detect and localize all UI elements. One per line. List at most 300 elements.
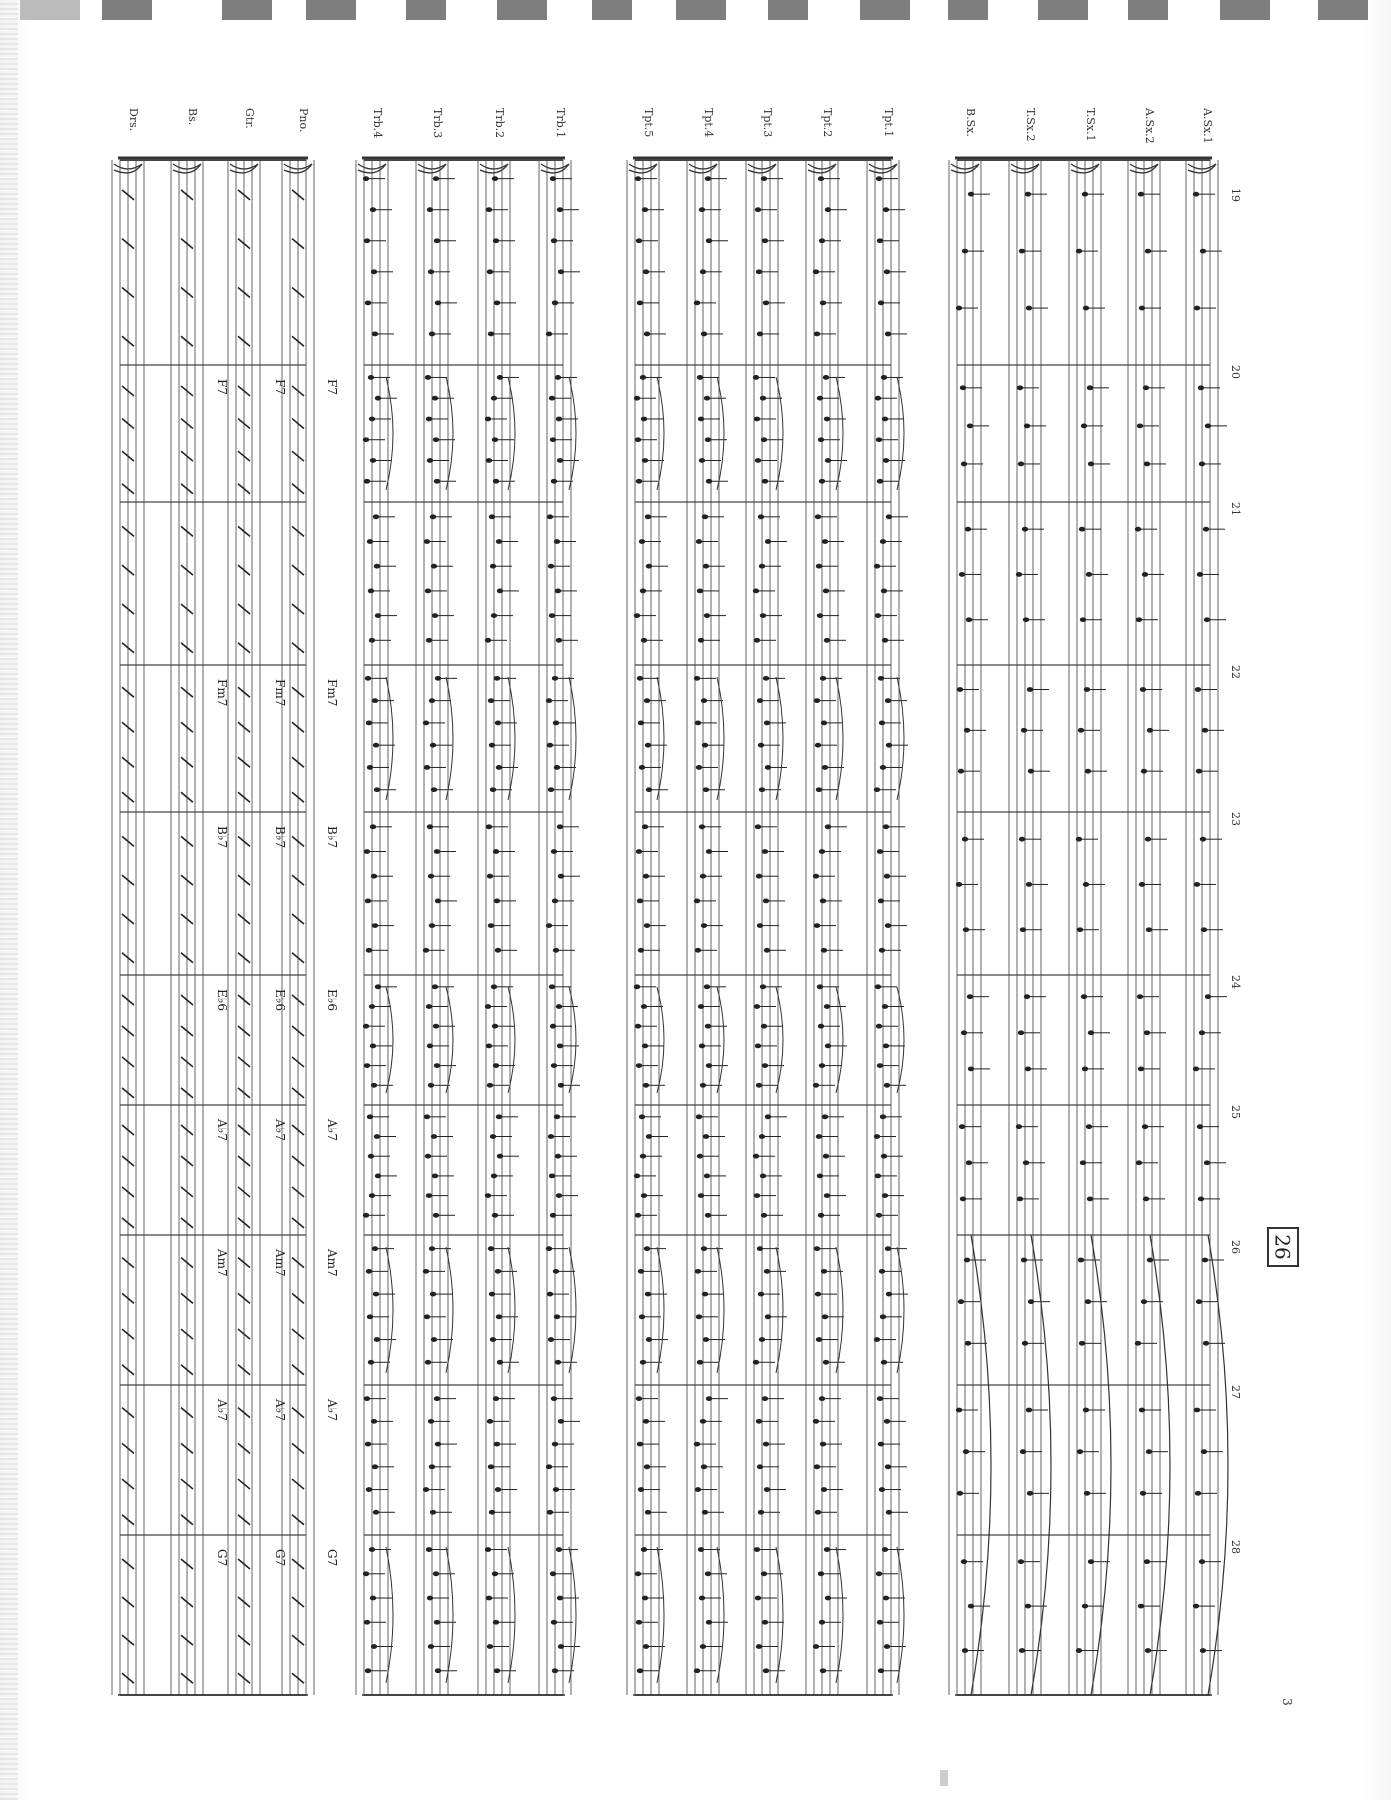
notehead <box>435 1668 441 1673</box>
notehead <box>701 332 707 337</box>
notehead <box>429 1464 435 1469</box>
measure-number: 22 <box>1229 665 1242 679</box>
notehead <box>547 1510 553 1515</box>
notehead <box>822 765 828 770</box>
notehead <box>813 1083 819 1088</box>
slur <box>897 1247 904 1373</box>
notehead <box>1201 927 1207 932</box>
chord-symbol: G7 <box>325 1549 339 1567</box>
measure-number: 25 <box>1229 1105 1242 1119</box>
notehead <box>697 1360 703 1365</box>
notehead <box>1147 728 1153 733</box>
measure-number: 27 <box>1229 1385 1242 1399</box>
notehead <box>427 824 433 829</box>
notehead <box>968 1066 974 1071</box>
notehead <box>880 539 886 544</box>
slur <box>717 377 724 490</box>
notehead <box>551 1620 557 1625</box>
notehead <box>765 1114 771 1119</box>
slur <box>508 1547 515 1683</box>
notehead <box>761 1213 767 1218</box>
notehead <box>765 539 771 544</box>
notehead <box>431 1337 437 1342</box>
chord-symbol: A♭7 <box>273 1399 287 1421</box>
notehead <box>423 1487 429 1492</box>
notehead <box>1019 249 1025 254</box>
slur <box>657 677 664 800</box>
notehead <box>1145 1648 1151 1653</box>
notehead <box>1023 617 1029 622</box>
notehead <box>1080 617 1086 622</box>
notehead <box>1193 1066 1199 1071</box>
notehead <box>427 458 433 463</box>
notehead <box>555 375 561 380</box>
notehead <box>644 1246 650 1251</box>
notehead <box>373 514 379 519</box>
notehead <box>758 743 764 748</box>
notehead <box>821 721 827 726</box>
notehead <box>552 1442 558 1447</box>
notehead <box>554 1114 560 1119</box>
notehead <box>886 514 892 519</box>
notehead <box>434 1396 440 1401</box>
notehead <box>697 589 703 594</box>
notehead <box>430 743 436 748</box>
notehead <box>1146 927 1152 932</box>
notehead <box>364 1063 370 1068</box>
notehead <box>1020 1449 1026 1454</box>
measure-number: 20 <box>1229 365 1242 379</box>
notehead <box>882 638 888 643</box>
notehead <box>641 1193 647 1198</box>
notehead <box>494 676 500 681</box>
notehead <box>637 676 643 681</box>
notehead <box>1083 306 1089 311</box>
notehead <box>494 300 500 305</box>
notehead <box>753 1360 759 1365</box>
notehead <box>696 539 702 544</box>
notehead <box>761 1024 767 1029</box>
slur <box>836 987 843 1093</box>
notehead <box>753 1154 759 1159</box>
notehead <box>434 1620 440 1625</box>
notehead <box>1203 527 1209 532</box>
notehead <box>638 948 644 953</box>
notehead <box>818 437 824 442</box>
notehead <box>1135 527 1141 532</box>
notehead <box>367 1314 373 1319</box>
notehead <box>552 1668 558 1673</box>
notehead <box>1088 1559 1094 1564</box>
notehead <box>760 984 766 989</box>
notehead <box>960 385 966 390</box>
notehead <box>492 1571 498 1576</box>
notehead <box>645 1292 651 1297</box>
notehead <box>636 849 642 854</box>
notehead <box>1081 994 1087 999</box>
notehead <box>698 417 704 422</box>
notehead <box>637 300 643 305</box>
notehead <box>1204 1160 1210 1165</box>
notehead <box>1082 1604 1088 1609</box>
notehead <box>699 1044 705 1049</box>
notehead <box>880 765 886 770</box>
notehead <box>1143 1196 1149 1201</box>
notehead <box>1198 1196 1204 1201</box>
notehead <box>884 874 890 879</box>
notehead <box>368 589 374 594</box>
slur <box>836 377 843 490</box>
notehead <box>819 1396 825 1401</box>
notehead <box>757 923 763 928</box>
notehead <box>426 1193 432 1198</box>
notehead <box>754 1547 760 1552</box>
notehead <box>642 824 648 829</box>
notehead <box>885 1464 891 1469</box>
notehead <box>363 437 369 442</box>
notehead <box>755 1596 761 1601</box>
notehead <box>557 1044 563 1049</box>
notehead <box>876 437 882 442</box>
notehead <box>757 1246 763 1251</box>
slur <box>446 377 453 490</box>
notehead <box>754 1193 760 1198</box>
notehead <box>764 948 770 953</box>
notehead <box>820 1668 826 1673</box>
notehead <box>814 332 820 337</box>
notehead <box>435 300 441 305</box>
notehead <box>963 1449 969 1454</box>
notehead <box>363 1024 369 1029</box>
chord-symbols <box>215 379 339 1566</box>
notehead <box>1197 1124 1203 1129</box>
notehead <box>1202 1258 1208 1263</box>
notehead <box>755 207 761 212</box>
notehead <box>557 1596 563 1601</box>
notehead <box>874 1337 880 1342</box>
notehead <box>1137 994 1143 999</box>
notehead <box>696 765 702 770</box>
staff-asx1 <box>1186 160 1218 1695</box>
notehead <box>820 1442 826 1447</box>
notehead <box>486 207 492 212</box>
notehead <box>634 1174 640 1179</box>
notehead <box>695 1487 701 1492</box>
notehead <box>1195 1491 1201 1496</box>
notehead <box>493 479 499 484</box>
notehead <box>875 984 881 989</box>
notehead <box>701 698 707 703</box>
notehead <box>760 613 766 618</box>
notehead <box>638 721 644 726</box>
notehead <box>705 1024 711 1029</box>
slur <box>897 677 904 800</box>
notehead <box>497 1360 503 1365</box>
notehead <box>495 1487 501 1492</box>
notehead <box>1195 687 1201 692</box>
notehead <box>820 899 826 904</box>
notehead <box>1087 1196 1093 1201</box>
notehead <box>880 1314 886 1319</box>
notehead <box>371 269 377 274</box>
slur <box>776 987 783 1093</box>
notehead <box>753 375 759 380</box>
notehead <box>700 1419 706 1424</box>
notehead <box>1088 462 1094 467</box>
notehead <box>639 1114 645 1119</box>
notehead <box>694 676 700 681</box>
measure-number: 21 <box>1229 502 1242 516</box>
notehead <box>549 1174 555 1179</box>
slur <box>717 1247 724 1373</box>
notehead <box>487 1419 493 1424</box>
slur <box>386 987 393 1093</box>
notehead <box>644 332 650 337</box>
notehead <box>761 1571 767 1576</box>
notehead <box>1144 1559 1150 1564</box>
notehead <box>820 676 826 681</box>
notehead <box>368 1154 374 1159</box>
notehead <box>642 458 648 463</box>
notehead <box>1140 1491 1146 1496</box>
notehead <box>1077 1449 1083 1454</box>
notehead <box>371 1419 377 1424</box>
notehead <box>764 1269 770 1274</box>
notehead <box>488 698 494 703</box>
notehead <box>961 462 967 467</box>
chord-symbol: G7 <box>273 1549 287 1567</box>
notehead <box>764 721 770 726</box>
staff-tpt2 <box>806 160 838 1695</box>
notehead <box>637 899 643 904</box>
notehead <box>755 824 761 829</box>
notehead <box>496 539 502 544</box>
notehead <box>426 638 432 643</box>
chord-symbol: A♭7 <box>273 1119 287 1141</box>
notehead <box>365 300 371 305</box>
slur <box>657 987 664 1093</box>
notehead <box>374 787 380 792</box>
notehead <box>703 787 709 792</box>
notehead <box>956 306 962 311</box>
notehead <box>365 1442 371 1447</box>
notehead <box>645 514 651 519</box>
notehead <box>1080 1160 1086 1165</box>
notehead <box>1077 927 1083 932</box>
notehead <box>423 1269 429 1274</box>
notehead <box>435 899 441 904</box>
notehead <box>823 1360 829 1365</box>
notehead <box>967 994 973 999</box>
staff-tsx1 <box>1069 160 1101 1695</box>
notehead <box>430 514 436 519</box>
notehead <box>433 1571 439 1576</box>
notehead <box>1019 1648 1025 1653</box>
notehead <box>490 1337 496 1342</box>
notehead <box>819 1063 825 1068</box>
notehead <box>635 1213 641 1218</box>
notehead <box>646 1134 652 1139</box>
notehead <box>433 176 439 181</box>
notehead <box>558 1644 564 1649</box>
notehead <box>490 1134 496 1139</box>
notehead <box>881 1360 887 1365</box>
system-trumpets <box>627 158 899 1695</box>
notehead <box>695 1269 701 1274</box>
staff-tsx2 <box>1009 160 1041 1695</box>
chord-symbol: Am7 <box>273 1249 287 1277</box>
notehead <box>698 1193 704 1198</box>
slur <box>508 1247 515 1373</box>
notehead <box>369 1193 375 1198</box>
notehead <box>1021 1258 1027 1263</box>
slur <box>657 1547 664 1683</box>
notehead <box>760 1174 766 1179</box>
notehead <box>550 1571 556 1576</box>
notehead <box>813 874 819 879</box>
notehead <box>1018 1559 1024 1564</box>
notehead <box>1205 994 1211 999</box>
notehead <box>694 1668 700 1673</box>
notehead <box>366 1269 372 1274</box>
instrument-label: Bs. <box>186 108 199 126</box>
notehead <box>1025 1066 1031 1071</box>
notehead <box>369 417 375 422</box>
measure-number: 24 <box>1229 975 1242 989</box>
notehead <box>556 417 562 422</box>
notehead <box>697 375 703 380</box>
notehead <box>636 238 642 243</box>
notehead <box>370 1596 376 1601</box>
notehead <box>553 1487 559 1492</box>
notehead <box>1081 423 1087 428</box>
notehead <box>636 1063 642 1068</box>
notehead <box>1076 1648 1082 1653</box>
notehead <box>1020 927 1026 932</box>
notehead <box>763 1668 769 1673</box>
notehead <box>818 176 824 181</box>
notehead <box>367 1114 373 1119</box>
notehead <box>763 899 769 904</box>
notehead <box>882 417 888 422</box>
notehead <box>424 1314 430 1319</box>
notehead <box>759 787 765 792</box>
notehead <box>1138 1604 1144 1609</box>
notehead <box>882 1004 888 1009</box>
notehead <box>1196 1299 1202 1304</box>
notehead <box>874 564 880 569</box>
notehead <box>432 984 438 989</box>
chord-symbol: B♭7 <box>325 826 339 849</box>
chord-symbol: B♭7 <box>273 826 287 849</box>
notehead <box>496 1314 502 1319</box>
notehead <box>435 1442 441 1447</box>
notehead <box>367 765 373 770</box>
notehead <box>1016 572 1022 577</box>
notehead <box>763 676 769 681</box>
notehead <box>365 1668 371 1673</box>
notehead <box>878 1668 884 1673</box>
notehead <box>497 589 503 594</box>
notehead <box>817 613 823 618</box>
notehead <box>763 1442 769 1447</box>
notehead <box>492 1213 498 1218</box>
notehead <box>643 874 649 879</box>
notehead <box>428 1419 434 1424</box>
chord-symbol: F7 <box>215 379 229 395</box>
notehead <box>433 1213 439 1218</box>
notehead <box>964 1258 970 1263</box>
notehead <box>1138 192 1144 197</box>
notehead <box>423 721 429 726</box>
notehead <box>757 698 763 703</box>
notehead <box>556 1547 562 1552</box>
notehead <box>485 638 491 643</box>
notehead <box>495 1269 501 1274</box>
notehead <box>635 1571 641 1576</box>
notehead <box>706 1620 712 1625</box>
notehead <box>556 638 562 643</box>
staff-tpt3 <box>746 160 778 1695</box>
notehead <box>704 613 710 618</box>
notehead <box>493 849 499 854</box>
chord-symbol: Fm7 <box>325 679 339 707</box>
notehead <box>706 849 712 854</box>
notehead <box>494 1668 500 1673</box>
note-marks <box>363 176 1228 1695</box>
staff-asx2 <box>1128 160 1160 1695</box>
notehead <box>430 1510 436 1515</box>
notehead <box>644 1464 650 1469</box>
notehead <box>703 1337 709 1342</box>
page-number: 3 <box>1279 1698 1294 1706</box>
notehead <box>1199 1559 1205 1564</box>
notehead <box>554 765 560 770</box>
notehead <box>885 698 891 703</box>
notehead <box>818 1213 824 1218</box>
notehead <box>1135 1341 1141 1346</box>
notehead <box>762 1620 768 1625</box>
notehead <box>1141 1299 1147 1304</box>
notehead <box>428 874 434 879</box>
instrument-label: Pno. <box>297 108 310 133</box>
notehead <box>754 1004 760 1009</box>
notehead <box>548 1337 554 1342</box>
notehead <box>491 396 497 401</box>
notehead <box>694 1442 700 1447</box>
notehead <box>1087 385 1093 390</box>
notehead <box>819 849 825 854</box>
notehead <box>430 1292 436 1297</box>
notehead <box>703 564 709 569</box>
notehead <box>426 1004 432 1009</box>
notehead <box>485 417 491 422</box>
notehead <box>372 698 378 703</box>
instrument-label: T.Sx.1 <box>1084 108 1097 142</box>
notehead <box>551 1063 557 1068</box>
chord-symbol: A♭7 <box>325 1399 339 1421</box>
notehead <box>878 899 884 904</box>
chord-symbol: Fm7 <box>273 679 287 707</box>
notehead <box>756 874 762 879</box>
notehead <box>958 1299 964 1304</box>
notehead <box>1018 1030 1024 1035</box>
notehead <box>957 687 963 692</box>
notehead <box>759 564 765 569</box>
notehead <box>762 238 768 243</box>
slur <box>776 677 783 800</box>
notehead <box>1024 423 1030 428</box>
